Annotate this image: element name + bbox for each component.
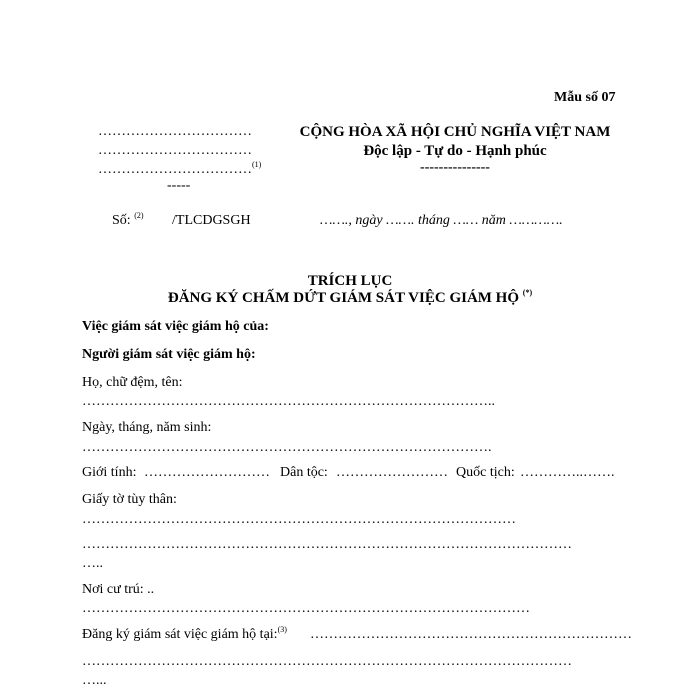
id-field-line-3[interactable]: ….. [82, 556, 103, 571]
id-field-line-2[interactable]: …………………………………………………………………………………………… [82, 537, 572, 552]
dob-field[interactable]: ……………………………………………………………………………. [82, 440, 492, 455]
dob-label: Ngày, tháng, năm sinh: [82, 420, 212, 435]
ethnicity-field[interactable]: …………………… [336, 465, 448, 480]
registered-at-field[interactable]: …………………………………………………………… [310, 627, 632, 642]
supervision-of-label: Việc giám sát việc giám hộ của: [82, 319, 269, 334]
registered-at-field-line-3[interactable]: …... [82, 673, 107, 688]
residence-field[interactable]: …………………………………………………………………………………… [82, 601, 530, 616]
form-number: Mẫu số 07 [554, 90, 616, 105]
agency-line-3-text: …………………………… [98, 162, 252, 177]
footnote-star-marker: (*) [522, 288, 533, 297]
agency-underline: ----- [167, 178, 191, 193]
number-label-text: Số: [112, 213, 131, 228]
registered-at-field-line-2[interactable]: …………………………………………………………………………………………… [82, 654, 572, 669]
gender-label: Giới tính: [82, 465, 137, 480]
agency-line-1: …………………………… [98, 124, 252, 139]
agency-line-3 [98, 162, 261, 178]
footnote-2-marker: (2) [134, 211, 144, 220]
registered-at-label [82, 627, 287, 643]
agency-line-2: …………………………… [98, 143, 252, 158]
gender-field[interactable]: ……………………… [144, 465, 270, 480]
title-line-2 [0, 290, 700, 307]
nationality-field[interactable]: …………..……. [520, 465, 615, 480]
ethnicity-label: Dân tộc: [280, 465, 328, 480]
footnote-1-marker: (1) [252, 160, 262, 169]
id-field-line-1[interactable]: ………………………………………………………………………………… [82, 512, 516, 527]
number-label [112, 213, 144, 229]
full-name-field[interactable]: …………………………………………………………………………….. [82, 394, 495, 409]
id-label: Giấy tờ tùy thân: [82, 492, 177, 507]
footnote-3-marker: (3) [277, 625, 287, 634]
registered-at-label-text: Đăng ký giám sát việc giám hộ tại: [82, 627, 278, 642]
title-line-1: TRÍCH LỤC [307, 273, 393, 289]
supervisor-label: Người giám sát việc giám hộ: [82, 347, 256, 362]
title-line-2-text: ĐĂNG KÝ CHẤM DỨT GIÁM SÁT VIỆC GIÁM HỘ [167, 290, 520, 306]
country-name: CỘNG HÒA XÃ HỘI CHỦ NGHĨA VIỆT NAM [299, 124, 611, 140]
national-motto: Độc lập - Tự do - Hạnh phúc [363, 143, 547, 159]
place-date-line: ……., ngày ……. tháng …… năm …………. [320, 213, 563, 228]
nationality-label: Quốc tịch: [456, 465, 515, 480]
full-name-label: Họ, chữ đệm, tên: [82, 375, 183, 390]
residence-label: Nơi cư trú: .. [82, 582, 155, 597]
document-code: /TLCDGSGH [172, 213, 251, 228]
motto-underline: --------------- [420, 160, 490, 175]
